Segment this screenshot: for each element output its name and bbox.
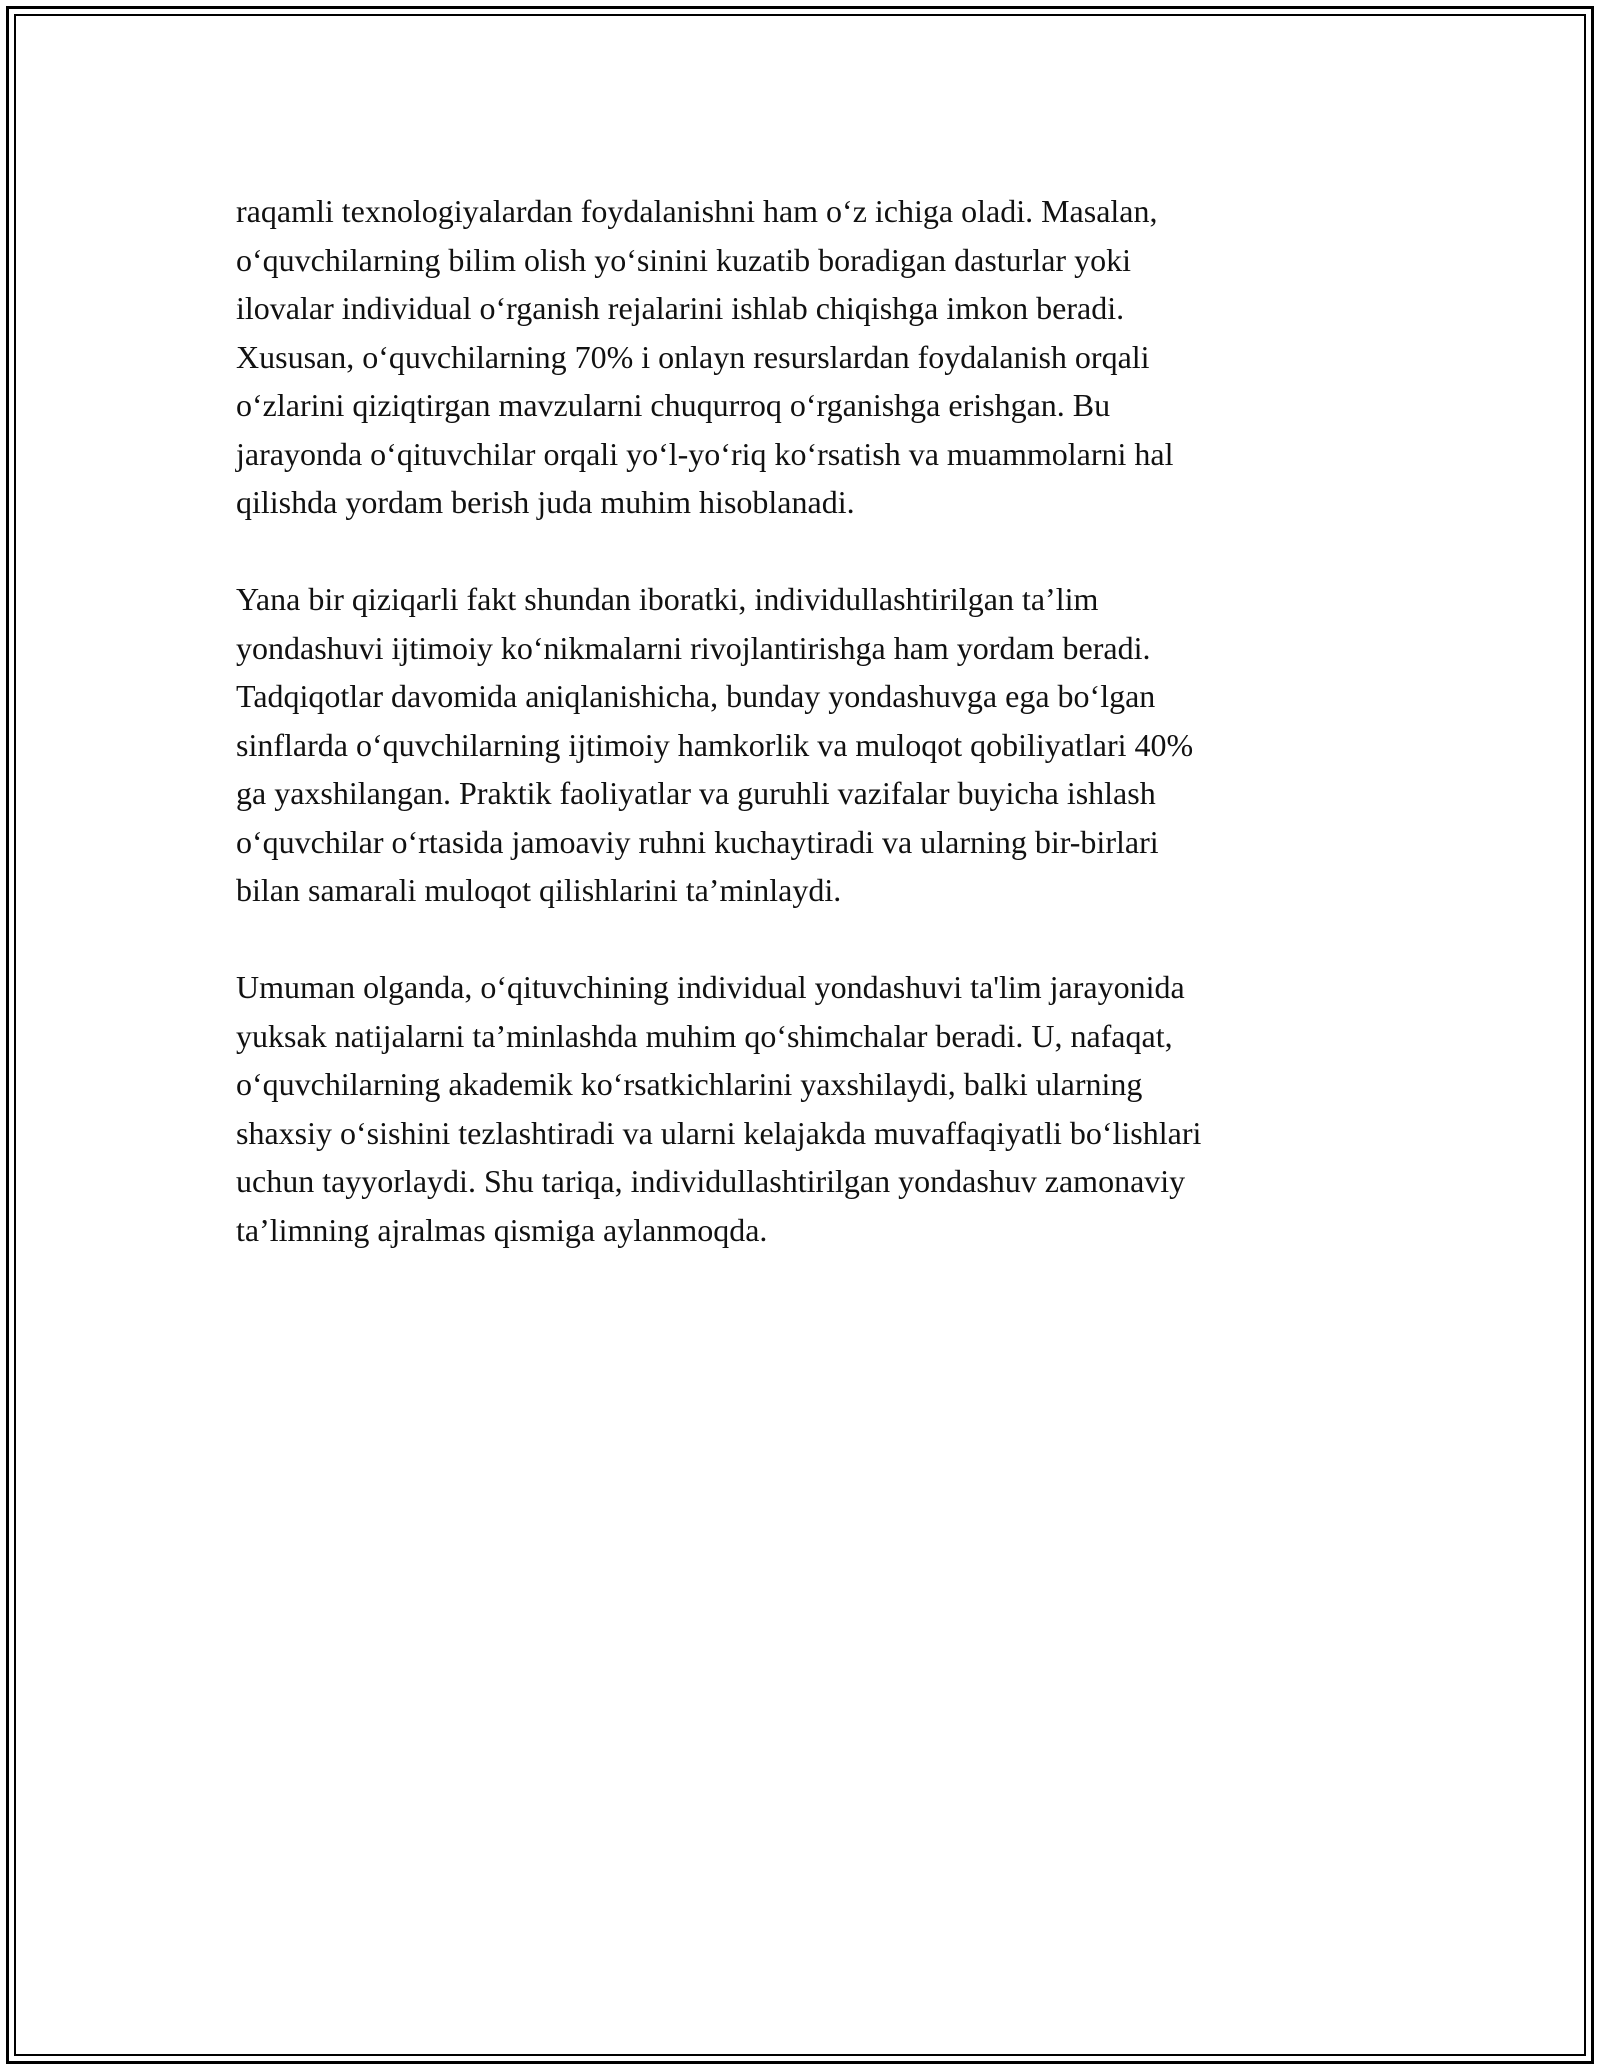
text-line: ta’limning ajralmas qismiga aylanmoqda. [236,1211,768,1248]
text-line: shaxsiy o‘sishini tezlashtiradi va ularni kelajakda muvaffaqiyatli bo‘lishlari [236,1114,1202,1151]
text-line: yuksak natijalarni ta’minlashda muhim qo‘shimchalar beradi. U, nafaqat, [236,1017,1173,1054]
text-line: Umuman olganda, o‘qituvchining individual yondashuvi ta'lim jarayonida [236,969,1185,1005]
paragraph-2 [236,575,1366,915]
paragraph-1 [236,187,1366,527]
text-line: ilovalar individual o‘rganish rejalarini ishlab chiqishga imkon beradi. [236,290,1125,326]
text-line: o‘zlarini qiziqtirgan mavzularni chuqurroq o‘rganishga erishgan. Bu [236,387,1111,423]
text-line: o‘quvchilar o‘rtasida jamoaviy ruhni kuchaytiradi va ularning bir-birlari [236,823,1159,860]
document-body [236,187,1366,1303]
text-line: sinflarda o‘quvchilarning ijtimoiy hamkorlik va muloqot qobiliyatlari 40% [236,726,1194,763]
text-line: Tadqiqotlar davomida aniqlanishicha, bunday yondashuvga ega bo‘lgan [236,678,1156,714]
text-line: Xususan, o‘quvchilarning 70% i onlayn resurslardan foydalanish orqali [236,338,1150,375]
text-line: qilishda yordam berish juda muhim hisoblanadi. [236,484,855,520]
text-line: Yana bir qiziqarli fakt shundan iboratki, individullashtirilgan ta’lim [236,581,1099,617]
text-line: yondashuvi ijtimoiy ko‘nikmalarni rivojlantirishga ham yordam beradi. [236,629,1151,666]
text-line: o‘quvchilarning bilim olish yo‘sinini kuzatib boradigan dasturlar yoki [236,241,1131,278]
text-line: jarayonda o‘qituvchilar orqali yo‘l-yo‘riq ko‘rsatish va muammolarni hal [236,435,1174,472]
text-line: bilan samarali muloqot qilishlarini ta’minlaydi. [236,872,842,908]
text-line: o‘quvchilarning akademik ko‘rsatkichlarini yaxshilaydi, balki ularning [236,1066,1143,1102]
text-line: raqamli texnologiyalardan foydalanishni ham o‘z ichiga oladi. Masalan, [236,193,1158,229]
text-line: ga yaxshilangan. Praktik faoliyatlar va guruhli vazifalar buyicha ishlash [236,775,1156,811]
paragraph-3 [236,963,1366,1254]
text-line: uchun tayyorlaydi. Shu tariqa, individullashtirilgan yondashuv zamonaviy [236,1163,1186,1199]
